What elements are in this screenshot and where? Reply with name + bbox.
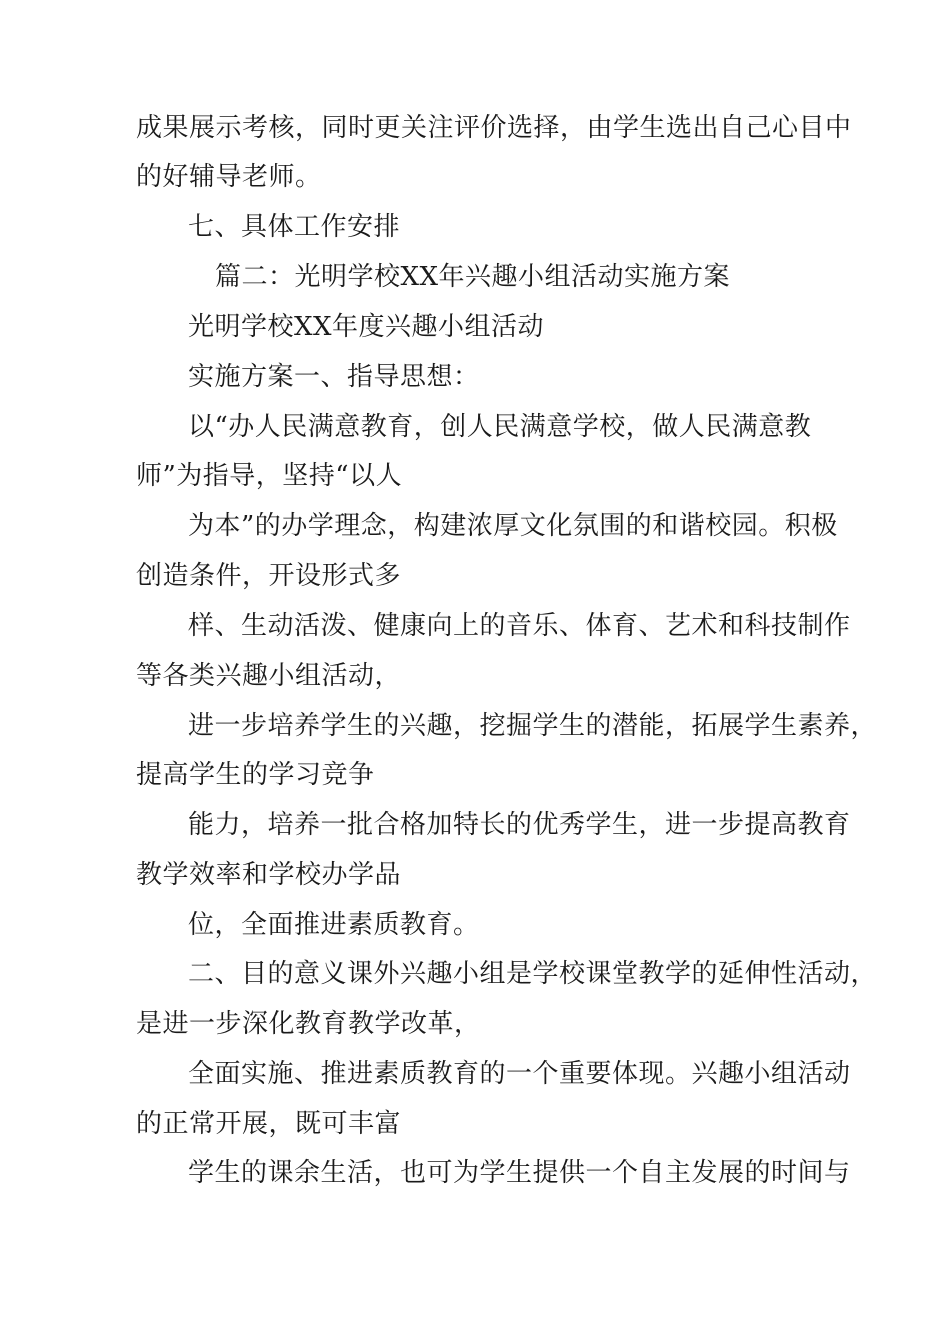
text-line-2: 的好辅导老师。 (136, 162, 322, 192)
text-line-20: 全面实施、推进素质教育的一个重要体现。兴趣小组活动 (188, 1059, 851, 1089)
text-line-1: 成果展示考核，同时更关注评价选择，由学生选出自己心目中 (136, 113, 852, 143)
text-line-8: 师”为指导，坚持“以人 (136, 461, 403, 491)
text-line-16: 教学效率和学校办学品 (136, 860, 402, 890)
text-line-19: 是进一步深化教育教学改革， (136, 1009, 481, 1039)
text-line-10: 创造条件，开设形式多 (136, 561, 402, 591)
text-line-22: 学生的课余生活，也可为学生提供一个自主发展的时间与 (188, 1158, 851, 1188)
article-subtitle: 光明学校XX年度兴趣小组活动 (188, 312, 545, 342)
text-line-12: 等各类兴趣小组活动， (136, 661, 402, 691)
section-heading-work-arrangement: 七、具体工作安排 (188, 212, 401, 242)
text-line-21: 的正常开展，既可丰富 (136, 1109, 402, 1139)
text-line-15: 能力，培养一批合格加特长的优秀学生，进一步提高教育 (188, 810, 851, 840)
text-line-17: 位，全面推进素质教育。 (188, 910, 480, 940)
text-line-9: 为本”的办学理念，构建浓厚文化氛围的和谐校园。积极 (188, 511, 838, 541)
text-line-18: 二、目的意义课外兴趣小组是学校课堂教学的延伸性活动， (188, 959, 878, 989)
text-line-13: 进一步培养学生的兴趣，挖掘学生的潜能，拓展学生素养， (188, 711, 878, 741)
text-line-11: 样、生动活泼、健康向上的音乐、体育、艺术和科技制作 (188, 611, 851, 641)
text-line-7: 以“办人民满意教育，创人民满意学校，做人民满意教 (188, 412, 812, 442)
text-line-14: 提高学生的学习竞争 (136, 760, 375, 790)
article-title: 篇二：光明学校XX年兴趣小组活动实施方案 (215, 262, 731, 292)
section-heading-guiding-ideology: 实施方案一、指导思想： (188, 362, 480, 392)
